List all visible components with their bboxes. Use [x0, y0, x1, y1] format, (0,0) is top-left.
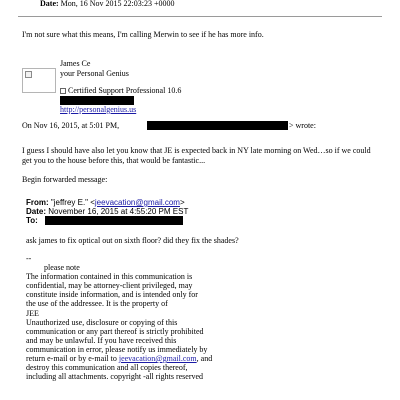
redaction-block	[60, 96, 134, 105]
quote-header-suffix: > wrote:	[289, 121, 316, 130]
signature-cert	[60, 86, 181, 96]
checkbox-icon	[60, 88, 66, 94]
quote-header-prefix: On Nov 16, 2015, at 5:01 PM,	[22, 121, 120, 130]
redaction-block	[147, 121, 288, 130]
disclaimer-line: confidential, may be attorney-client privileged, may	[26, 281, 193, 290]
body-line: I'm not sure what this means, I'm calling Merwin to see if he has more info.	[22, 30, 264, 39]
question-line: ask james to fix optical out on sixth floor? did they fix the shades?	[26, 236, 239, 245]
signature-title: your Personal Genius	[60, 69, 129, 78]
quoted-line-2: get you to the house before this, that would be fantastic...	[22, 156, 206, 165]
sig-dashes: --	[26, 254, 32, 263]
disclaimer-line: constitute inside information, and is intended only for	[26, 290, 198, 299]
disclaimer-line: The information contained in this communication is	[26, 272, 193, 281]
forwarded-from-email-link[interactable]: jeevacation@gmail.com	[94, 198, 180, 207]
forwarded-to	[26, 216, 38, 226]
disclaimer-line: JEE	[26, 309, 39, 318]
disclaimer-email-link[interactable]: jeevacation@gmail.com	[118, 354, 197, 363]
header-date	[40, 0, 175, 9]
header-date-label: Date:	[40, 0, 59, 8]
disclaimer-line: communication or any part thereof is strictly prohibited	[26, 327, 204, 336]
disclaimer-return-suffix: , and	[196, 354, 213, 363]
header-divider	[18, 16, 382, 17]
quoted-line-1: I guess I should have also let you know that JE is expected back in NY late morning on Wed…so if we could	[22, 146, 371, 155]
broken-image-icon	[25, 71, 32, 78]
header-date-value: Mon, 16 Nov 2015 22:03:23 +0000	[60, 0, 175, 8]
signature-image-placeholder	[22, 68, 56, 93]
disclaimer-line: including all attachments. copyright -all rights reserved	[26, 372, 204, 381]
forwarded-date-value: November 16, 2015 at 4:55:20 PM EST	[48, 207, 189, 216]
signature-name: James Ce	[60, 59, 91, 68]
forwarded-from-label: From:	[26, 198, 49, 207]
forwarded-to-label: To:	[26, 216, 38, 225]
disclaimer-line: the use of the addressee. It is the property of	[26, 299, 168, 308]
forwarded-date-label: Date:	[26, 207, 47, 216]
signature-cert-text: Certified Support Professional 10.6	[68, 86, 182, 95]
disclaimer-line: Unauthorized use, disclosure or copying of this	[26, 318, 178, 327]
disclaimer-line: communication in error, please notify us immediately by	[26, 345, 208, 354]
disclaimer-line: and may be unlawful. If you have received this	[26, 336, 177, 345]
forwarded-from-close: >	[179, 198, 185, 207]
disclaimer-line: destroy this communication and all copies thereof,	[26, 363, 188, 372]
please-note: please note	[44, 263, 80, 272]
forwarded-from-value: "jeffrey E." <	[50, 198, 95, 207]
redaction-block	[45, 216, 183, 225]
forwarded-label: Begin forwarded message:	[22, 175, 108, 184]
signature-url-link[interactable]: http://personalgenius.us	[60, 105, 137, 114]
disclaimer-return-prefix: return e-mail or by e-mail to	[26, 354, 119, 363]
